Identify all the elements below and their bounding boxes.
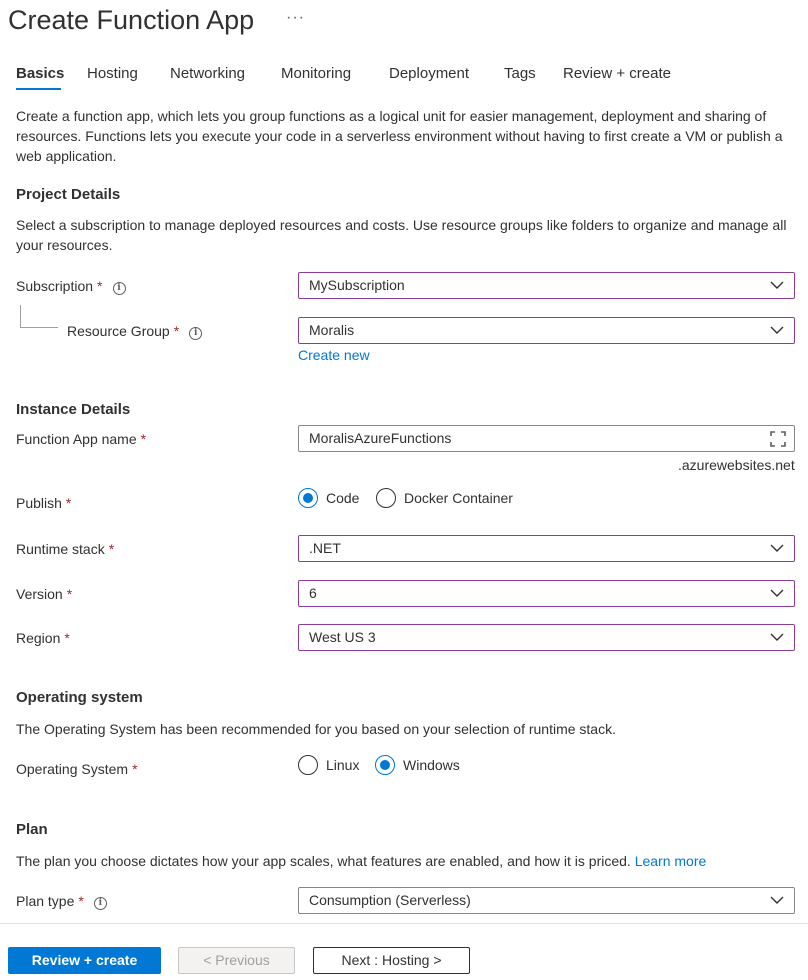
expand-icon[interactable]: [770, 431, 786, 447]
resource-group-value: Moralis: [309, 322, 355, 338]
plan-description: The plan you choose dictates how your app scales, what features are enabled, and how it is priced. Learn more: [16, 853, 707, 869]
operating-system-label: Operating System *: [16, 761, 138, 777]
required-marker: *: [78, 893, 84, 909]
chevron-down-icon: [769, 324, 785, 336]
required-marker: *: [108, 541, 115, 557]
info-icon[interactable]: i: [94, 897, 107, 910]
chevron-down-icon: [769, 894, 785, 906]
os-radio-windows[interactable]: [375, 755, 460, 775]
required-marker: *: [64, 630, 70, 646]
operating-system-description: The Operating System has been recommended for you based on your selection of runtime stack.: [16, 721, 616, 737]
plan-type-select[interactable]: [298, 887, 795, 914]
tab-tags[interactable]: Tags: [504, 65, 536, 82]
tab-deployment[interactable]: Deployment: [389, 65, 470, 82]
required-marker: *: [65, 495, 72, 511]
radio-selected[interactable]: [375, 755, 395, 775]
chevron-down-icon: [769, 542, 785, 554]
plan-type-value: Consumption (Serverless): [309, 892, 471, 908]
tree-connector: [20, 327, 58, 328]
runtime-stack-value: .NET: [309, 540, 341, 556]
subscription-value: MySubscription: [309, 277, 405, 293]
publish-radio-docker[interactable]: [376, 488, 513, 508]
tab-monitoring[interactable]: Monitoring: [281, 65, 352, 82]
radio-label: Linux: [326, 757, 360, 773]
required-marker: *: [140, 431, 147, 447]
radio-label: Windows: [403, 757, 460, 773]
os-radio-linux[interactable]: [298, 755, 359, 775]
next-hosting-button[interactable]: Next : Hosting >: [313, 947, 470, 974]
plan-type-label: Plan type * i: [16, 891, 107, 911]
function-app-name-value: MoralisAzureFunctions: [309, 430, 452, 446]
create-new-link[interactable]: Create new: [298, 347, 370, 363]
resource-group-select[interactable]: [298, 317, 795, 344]
required-marker: *: [132, 761, 138, 777]
runtime-stack-label: Runtime stack *: [16, 541, 115, 557]
version-value: 6: [309, 585, 317, 601]
operating-system-heading: Operating system: [16, 689, 143, 706]
more-options-icon[interactable]: ···: [286, 9, 305, 26]
project-details-heading: Project Details: [16, 186, 121, 203]
plan-heading: Plan: [16, 821, 48, 838]
domain-suffix: .azurewebsites.net: [678, 457, 795, 473]
footer-divider: [0, 923, 808, 924]
tab-basics[interactable]: Basics: [16, 65, 65, 82]
resource-group-label: Resource Group * i: [67, 321, 202, 341]
tab-review-create[interactable]: Review + create: [563, 65, 671, 82]
review-create-button[interactable]: Review + create: [8, 947, 161, 974]
version-label: Version *: [16, 586, 73, 602]
subscription-label: Subscription * i: [16, 276, 126, 296]
page-title: Create Function App: [8, 5, 255, 35]
runtime-stack-select[interactable]: [298, 535, 795, 562]
radio-label: Docker Container: [404, 490, 513, 506]
project-details-description: Select a subscription to manage deployed resources and costs. Use resource groups like folders to organize and manage all your resources.: [16, 217, 787, 253]
required-marker: *: [97, 278, 103, 294]
tree-connector: [20, 305, 21, 327]
instance-details-heading: Instance Details: [16, 401, 131, 418]
active-tab-indicator: [16, 88, 61, 90]
required-marker: *: [173, 323, 180, 339]
function-app-name-input[interactable]: [298, 425, 795, 452]
required-marker: *: [66, 586, 73, 602]
tab-hosting[interactable]: Hosting: [87, 65, 138, 82]
function-app-name-label: Function App name *: [16, 431, 147, 447]
region-label: Region *: [16, 630, 70, 646]
intro-text: Create a function app, which lets you group functions as a logical unit for easier management, deployment and sharing of resources. Functions lets you execute your code in a serverless environment without having to first create a VM or publish a web application.: [16, 108, 783, 164]
radio-unselected[interactable]: [376, 488, 396, 508]
publish-radio-code[interactable]: [298, 488, 359, 508]
region-select[interactable]: [298, 624, 795, 651]
chevron-down-icon: [769, 587, 785, 599]
radio-unselected[interactable]: [298, 755, 318, 775]
previous-button[interactable]: < Previous: [178, 947, 295, 974]
subscription-select[interactable]: [298, 272, 795, 299]
info-icon[interactable]: i: [113, 282, 126, 295]
radio-label: Code: [326, 490, 360, 506]
learn-more-link[interactable]: Learn more: [634, 853, 707, 869]
publish-label: Publish *: [16, 495, 72, 511]
version-select[interactable]: [298, 580, 795, 607]
tab-networking[interactable]: Networking: [170, 65, 246, 82]
chevron-down-icon: [769, 279, 785, 291]
region-value: West US 3: [309, 629, 376, 645]
chevron-down-icon: [769, 631, 785, 643]
info-icon[interactable]: i: [189, 327, 202, 340]
radio-selected[interactable]: [298, 488, 318, 508]
